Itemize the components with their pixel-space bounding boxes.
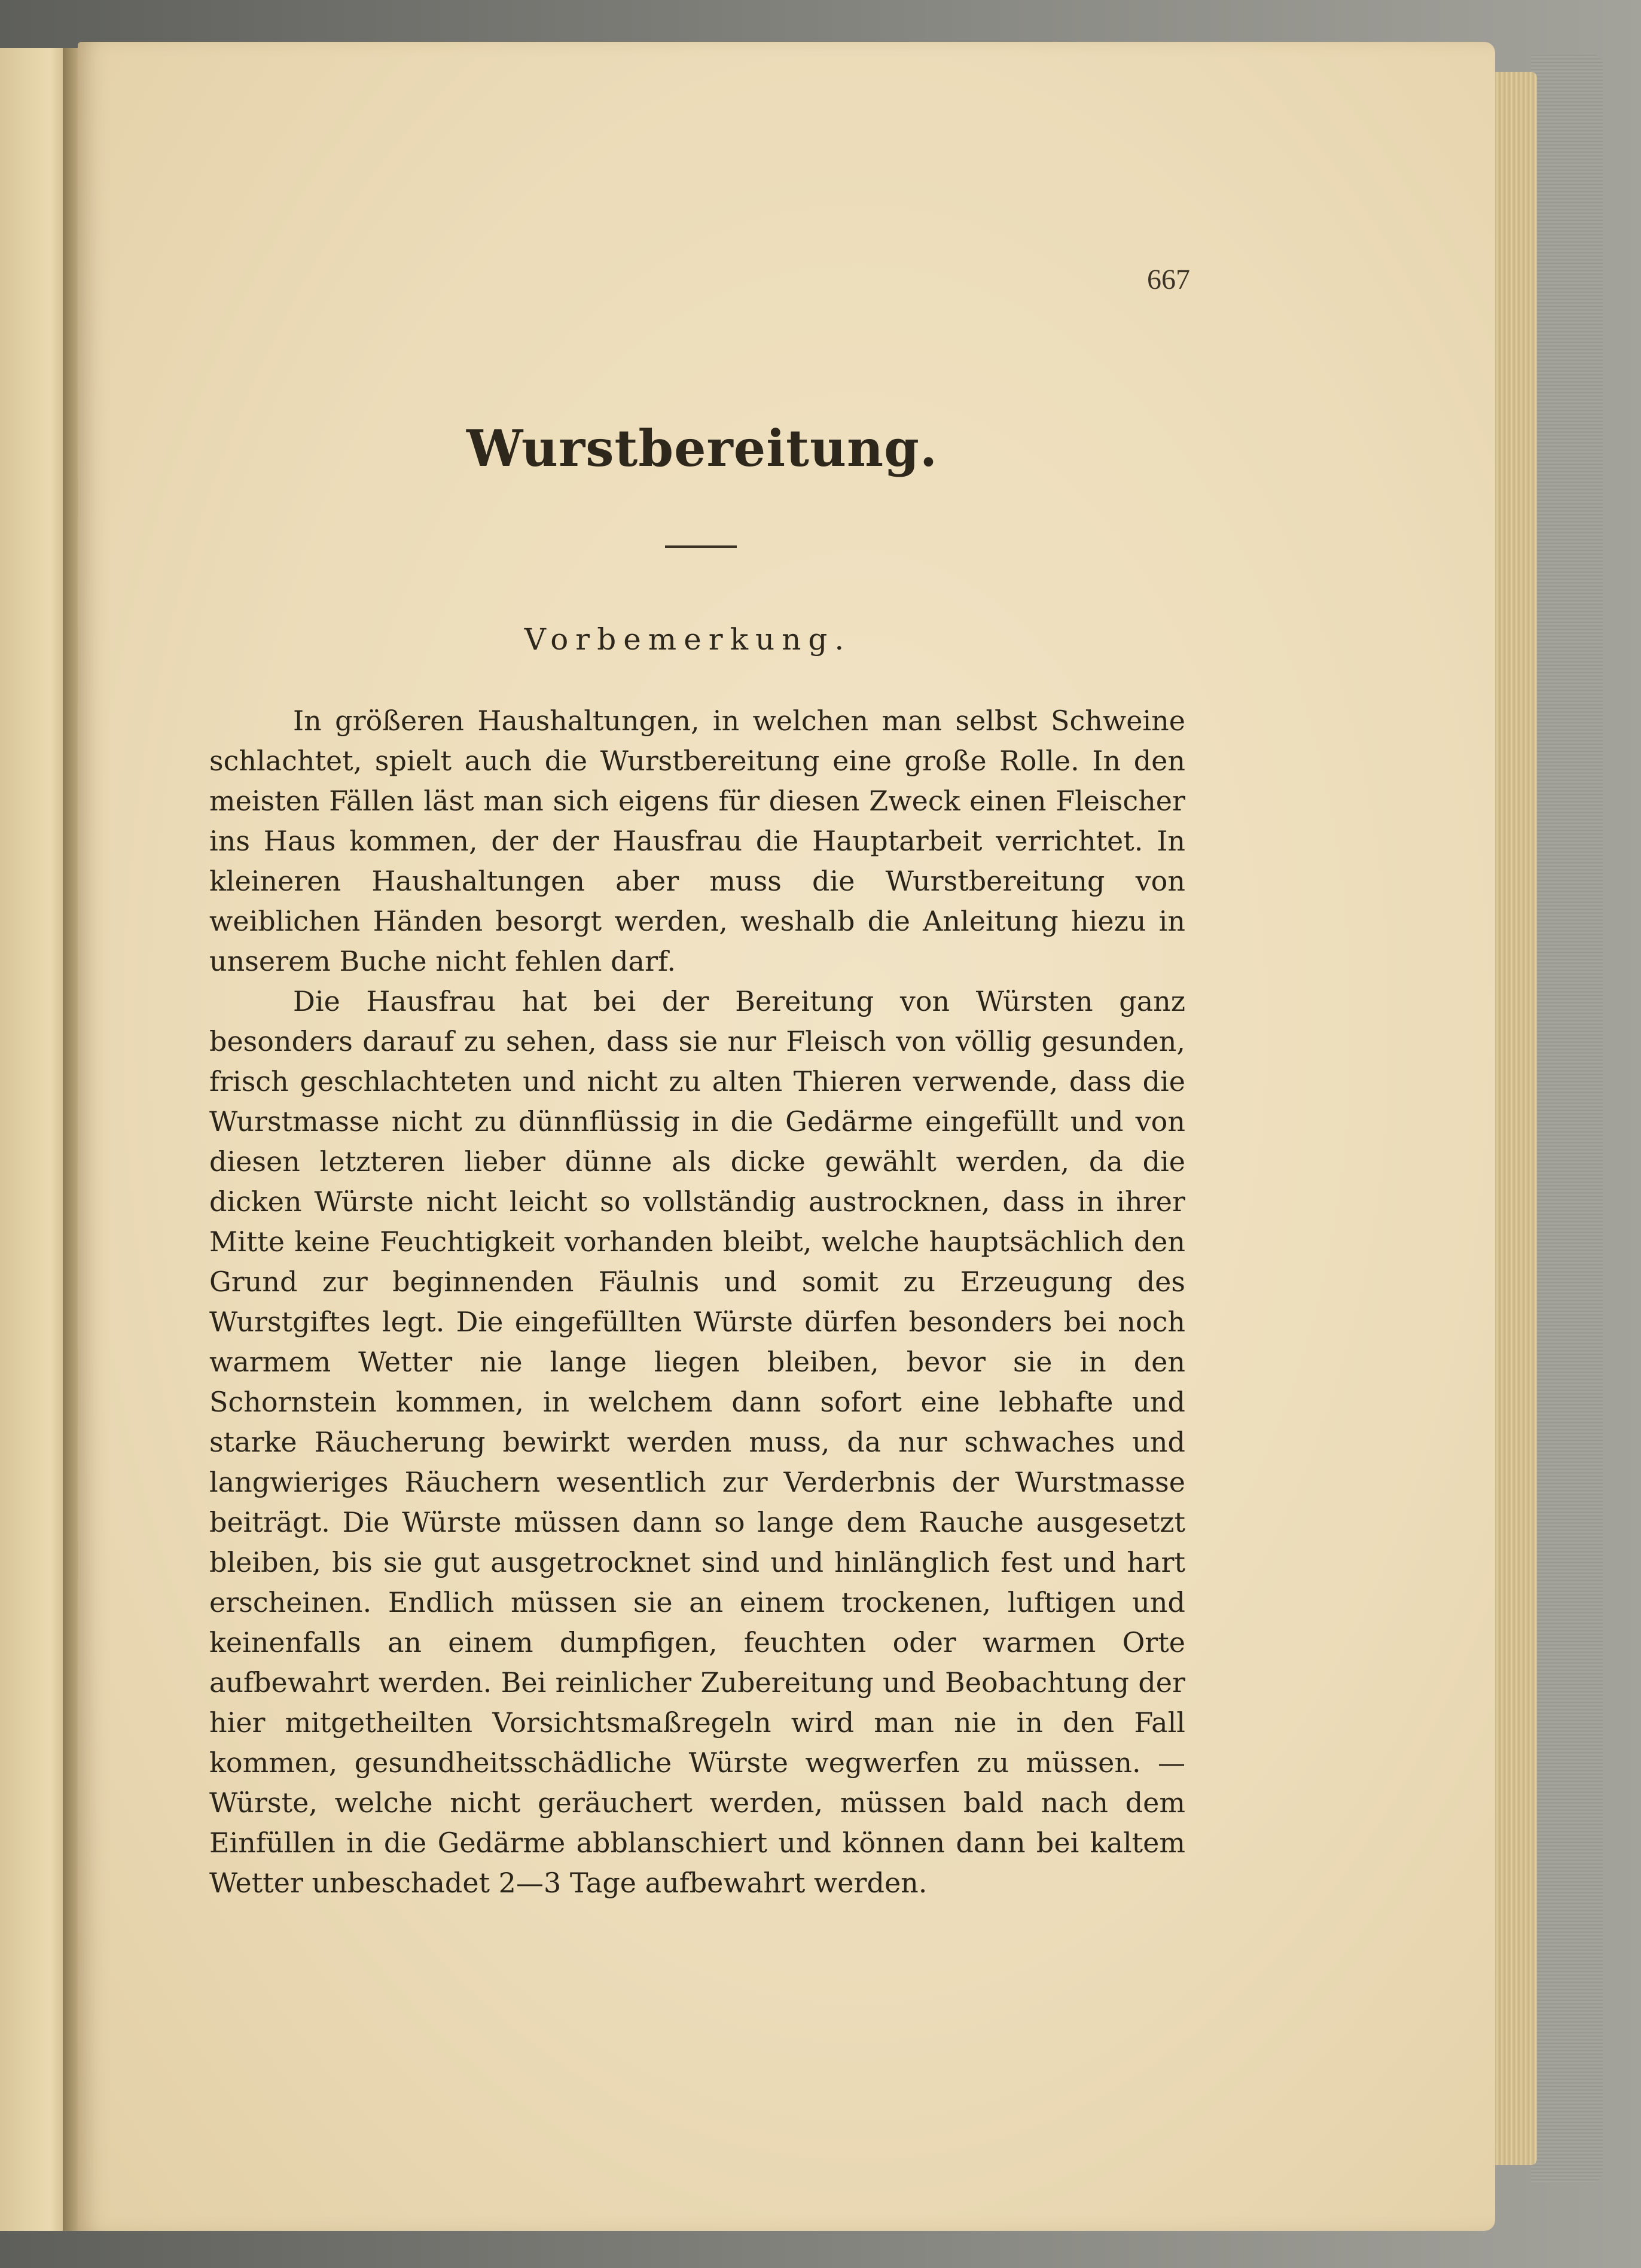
page-title: Wurstbereitung. (466, 419, 938, 478)
body-text (209, 701, 1185, 1903)
previous-page-edge (0, 48, 72, 2231)
paragraph-2: Die Hausfrau hat bei der Bereitung von Würsten ganz besonders darauf zu sehen, dass sie nur Fleisch von völlig gesunden, frisch geschlachteten und nicht zu alten Thieren verwende, dass die Wurstmasse nicht zu dünnflüssig in die Gedärme eingefüllt und von diesen letzteren lieber dünne als dicke gewählt werden, da die dicken Würste nicht leicht so vollständig austrocknen, dass in ihrer Mitte keine Feuchtigkeit vorhanden bleibt, welche hauptsächlich den Grund zur beginnenden Fäulnis und somit zu Erzeugung des Wurstgiftes legt. Die eingefüllten Würste dürfen besonders bei noch warmem Wetter nie lange liegen bleiben, bevor sie in den Schornstein kommen, in welchem dann sofort eine lebhafte und starke Räucherung bewirkt werden muss, da nur schwaches und langwieriges Räuchern wesentlich zur Verderbnis der Wurstmasse beiträgt. Die Würste müssen dann so lange dem Rauche ausgesetzt bleiben, bis sie gut ausgetrocknet sind und hinlänglich fest und hart erscheinen. Endlich müssen sie an einem trockenen, luftigen und keinenfalls an einem dumpfigen, feuchten oder warmen Orte aufbewahrt werden. Bei reinlicher Zubereitung und Beobachtung der hier mitgetheilten Vorsichtsmaßregeln wird man nie in den Fall kommen, gesundheitsschädliche Würste wegwerfen zu müssen. — Würste, welche nicht geräuchert werden, müssen bald nach dem Einfüllen in die Gedärme abblanschiert und können dann bei kaltem Wetter unbeschadet 2—3 Tage aufbewahrt werden. (209, 985, 1185, 1899)
book-spine (1531, 54, 1603, 2183)
title-divider (665, 545, 737, 548)
paragraph-1: In größeren Haushaltungen, in welchen man selbst Schweine schlachtet, spielt auch die Wurstbereitung eine große Rolle. In den meisten Fällen läst man sich eigens für diesen Zweck einen Fleischer ins Haus kommen, der der Hausfrau die Hauptarbeit verrichtet. In kleineren Haushaltungen aber muss die Wurstbereitung von weiblichen Händen besorgt werden, weshalb die Anleitung hiezu in unserem Buche nicht fehlen darf. (209, 705, 1185, 977)
page-number: 667 (1147, 264, 1190, 295)
section-heading: Vorbemerkung. (524, 622, 852, 657)
